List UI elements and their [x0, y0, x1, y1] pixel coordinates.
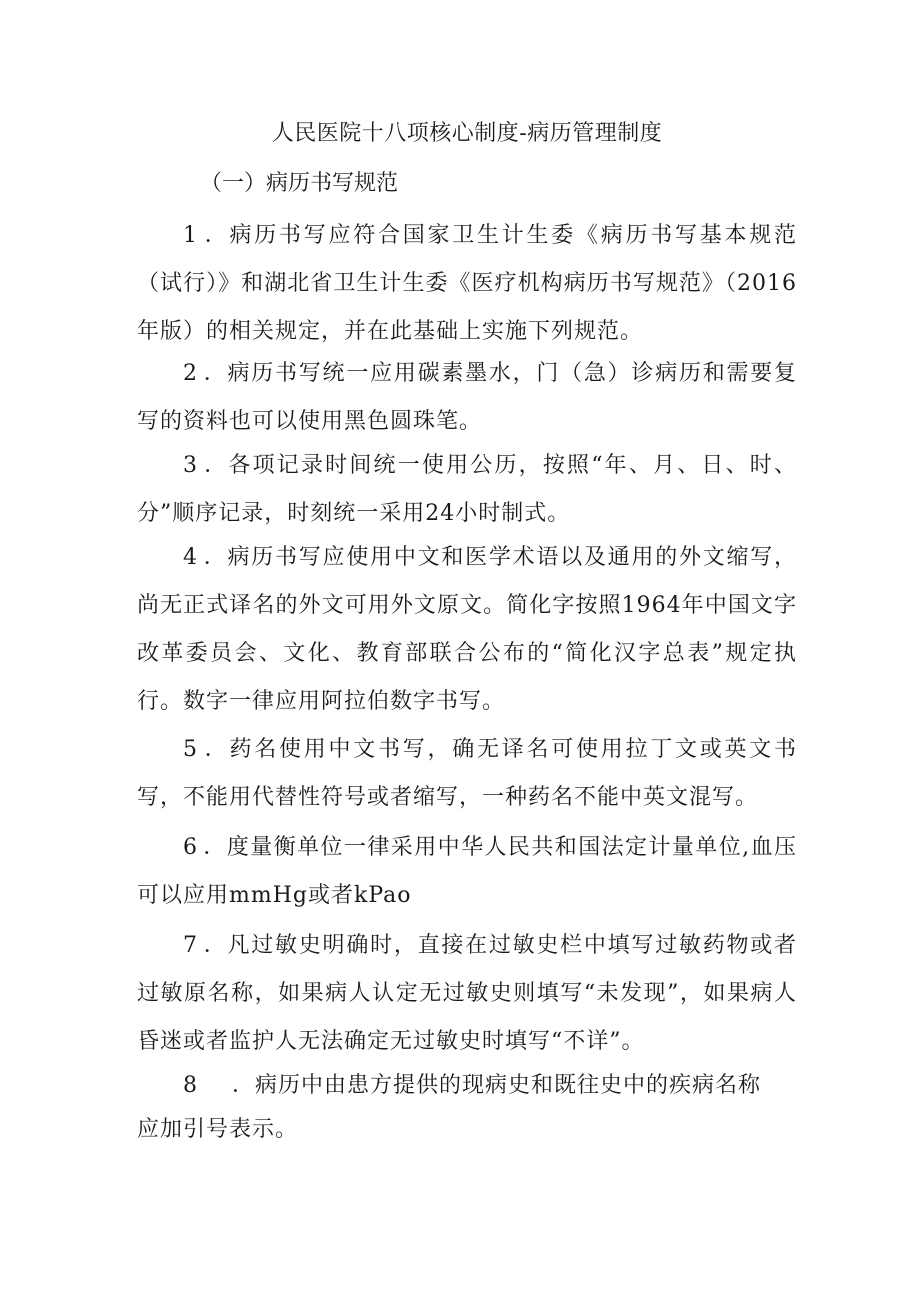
item-text: ．病历书写应符合国家卫生计生委《病历书写基本规范（试行）》和湖北省卫生计生委《医疗机构病历书写规范》（2016年版）的相关规定，并在此基础上实施下列规范。: [137, 223, 797, 344]
paragraph-item-3: [137, 442, 797, 538]
item-number: 3: [183, 453, 203, 478]
paragraph-item-5: [137, 726, 797, 822]
item-number: 6: [183, 835, 203, 860]
paragraph-item-7: [137, 922, 797, 1066]
item-text: ．各项记录时间统一使用公历，按照“年、月、日、时、分”顺序记录，时刻统一采用24小时制式。: [137, 453, 797, 526]
paragraph-item-6: [137, 824, 797, 920]
paragraph-item-1: [137, 212, 797, 356]
item-number: 7: [183, 933, 203, 958]
item-number: 5: [183, 737, 203, 762]
item-number: 2: [183, 361, 203, 386]
item-text: ．药名使用中文书写，确无译名可使用拉丁文或英文书写，不能用代替性符号或者缩写，一种药名不能中英文混写。: [137, 737, 797, 810]
paragraph-item-2: [137, 350, 797, 446]
document-title: 人民医院十八项核心制度-病历管理制度: [271, 121, 663, 146]
paragraph-item-8-line-1: [183, 1062, 761, 1110]
paragraph-item-8-line-2: 应加引号表示。: [137, 1117, 299, 1142]
item-number: 8: [183, 1073, 198, 1098]
item-text: ．度量衡单位一律采用中华人民共和国法定计量单位,血压可以应用mmHg或者kPao: [137, 835, 797, 908]
item-text: ．病历书写应使用中文和医学术语以及通用的外文缩写，尚无正式译名的外文可用外文原文。简化字按照1964年中国文字改革委员会、文化、教育部联合公布的“简化汉字总表”规定执行。数字一律应用阿拉伯数字书写。: [137, 545, 797, 714]
paragraph-item-4: [137, 534, 797, 726]
item-text: ．病历中由患方提供的现病史和既往史中的疾病名称: [232, 1073, 762, 1098]
section-heading: （一）病历书写规范: [200, 171, 399, 196]
item-text: ．病历书写统一应用碳素墨水，门（急）诊病历和需要复写的资料也可以使用黑色圆珠笔。: [137, 361, 797, 434]
item-number: 4: [183, 545, 203, 570]
item-number: 1: [183, 223, 203, 248]
item-text: ．凡过敏史明确时，直接在过敏史栏中填写过敏药物或者过敏原名称，如果病人认定无过敏史则填写“未发现”，如果病人昏迷或者监护人无法确定无过敏史时填写“不详”。: [137, 933, 797, 1054]
